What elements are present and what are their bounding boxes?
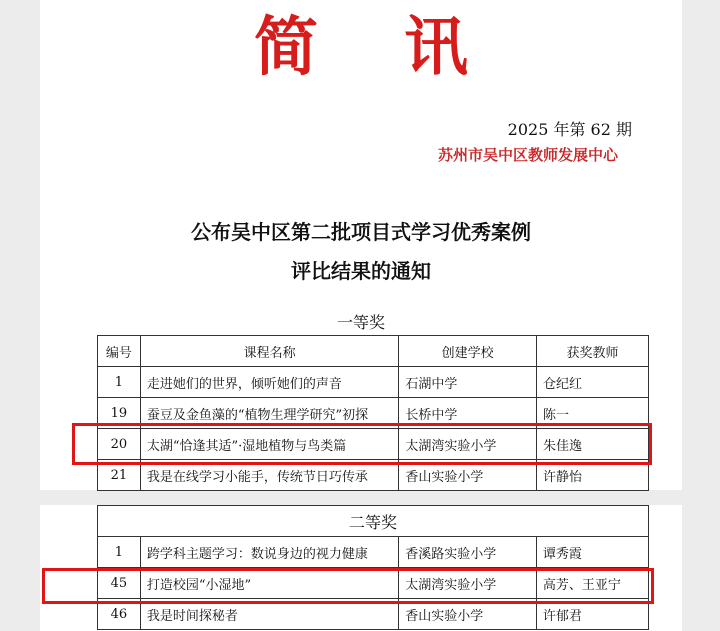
header-school: 创建学校 bbox=[399, 336, 537, 367]
cell-course: 跨学科主题学习：数说身边的视力健康 bbox=[140, 537, 398, 568]
cell-teacher: 仓纪红 bbox=[536, 367, 648, 398]
header-course: 课程名称 bbox=[140, 336, 398, 367]
masthead-title: 简讯 bbox=[254, 10, 554, 85]
table-row bbox=[98, 599, 649, 630]
table-row bbox=[98, 429, 649, 460]
document-page-2 bbox=[40, 505, 682, 631]
notice-title-line-2: 评比结果的通知 bbox=[291, 259, 431, 283]
cell-school: 香山实验小学 bbox=[399, 460, 537, 491]
cell-school: 香山实验小学 bbox=[399, 599, 537, 630]
second-prize-table bbox=[97, 505, 649, 630]
cell-number: 1 bbox=[98, 367, 141, 398]
cell-teacher: 许郁君 bbox=[536, 599, 648, 630]
table-header-row bbox=[98, 336, 649, 367]
cell-number: 20 bbox=[98, 429, 141, 460]
cell-school: 香溪路实验小学 bbox=[399, 537, 537, 568]
table-row bbox=[98, 537, 649, 568]
cell-teacher: 谭秀霞 bbox=[536, 537, 648, 568]
cell-course: 我是在线学习小能手，传统节日巧传承 bbox=[140, 460, 398, 491]
second-prize-heading: 二等奖 bbox=[98, 506, 649, 537]
cell-course: 蚕豆及金鱼藻的“植物生理学研究”初探 bbox=[140, 398, 398, 429]
issue-number: 2025 年第 62 期 bbox=[507, 120, 632, 139]
cell-course: 走进她们的世界，倾听她们的声音 bbox=[140, 367, 398, 398]
document-page-1 bbox=[40, 0, 682, 490]
table-row bbox=[98, 367, 649, 398]
table-row bbox=[98, 568, 649, 599]
cell-teacher: 高芳、王亚宁 bbox=[536, 568, 648, 599]
cell-number: 45 bbox=[98, 568, 141, 599]
notice-title-line-1: 公布吴中区第二批项目式学习优秀案例 bbox=[191, 220, 531, 244]
cell-school: 太湖湾实验小学 bbox=[399, 568, 537, 599]
cell-teacher: 许静怡 bbox=[536, 460, 648, 491]
first-prize-heading: 一等奖 bbox=[336, 313, 385, 332]
table-row bbox=[98, 398, 649, 429]
cell-course: 打造校园“小湿地” bbox=[140, 568, 398, 599]
cell-school: 长桥中学 bbox=[399, 398, 537, 429]
header-number: 编号 bbox=[98, 336, 141, 367]
header-teacher: 获奖教师 bbox=[536, 336, 648, 367]
cell-teacher: 朱佳逸 bbox=[536, 429, 648, 460]
cell-number: 1 bbox=[98, 537, 141, 568]
first-prize-table bbox=[97, 335, 649, 491]
cell-number: 21 bbox=[98, 460, 141, 491]
cell-school: 石湖中学 bbox=[399, 367, 537, 398]
cell-course: 太湖“恰逢其适”·湿地植物与鸟类篇 bbox=[140, 429, 398, 460]
cell-school: 太湖湾实验小学 bbox=[399, 429, 537, 460]
second-prize-heading-row bbox=[98, 506, 649, 537]
cell-course: 我是时间探秘者 bbox=[140, 599, 398, 630]
cell-number: 19 bbox=[98, 398, 141, 429]
cell-teacher: 陈一 bbox=[536, 398, 648, 429]
table-row bbox=[98, 460, 649, 491]
organization-name: 苏州市吴中区教师发展中心 bbox=[437, 146, 618, 164]
cell-number: 46 bbox=[98, 599, 141, 630]
